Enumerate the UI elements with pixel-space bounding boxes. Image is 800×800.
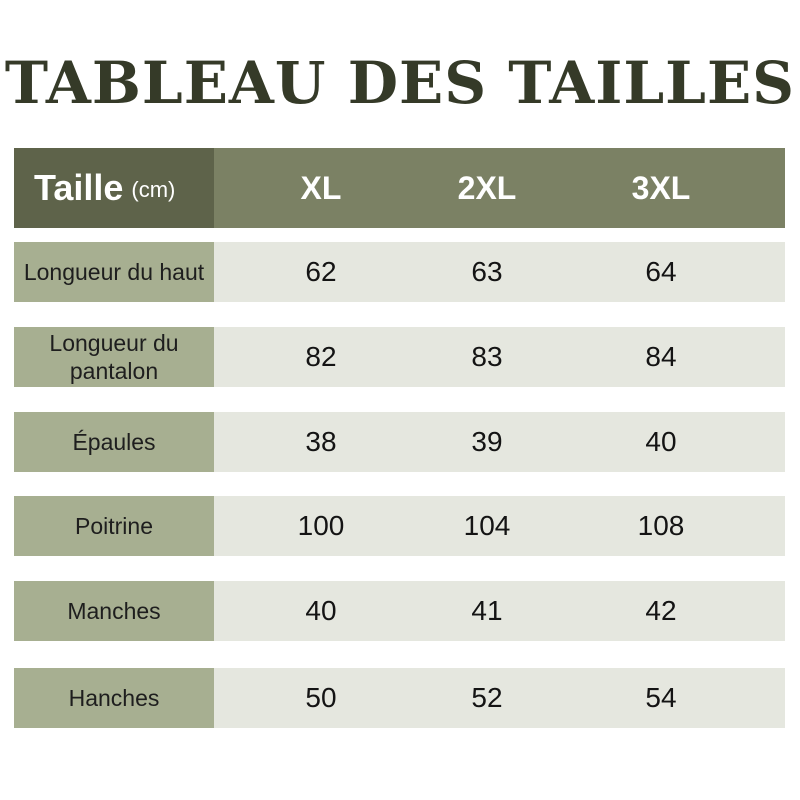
table-cell: 100 — [297, 510, 345, 541]
header-size-label-cell — [14, 148, 214, 228]
row-label: Poitrine — [14, 496, 214, 556]
table-cell: 82 — [305, 341, 337, 372]
row-values — [214, 496, 785, 556]
table-cell: 38 — [305, 426, 337, 457]
table-cell: 40 — [645, 426, 677, 457]
table-cell: 63 — [471, 256, 503, 287]
table-row — [14, 496, 785, 556]
row-label: Hanches — [14, 668, 214, 728]
table-cell: 42 — [645, 595, 677, 626]
table-cell: 52 — [471, 682, 503, 713]
table-cell: 84 — [645, 341, 677, 372]
table-cell: 50 — [305, 682, 337, 713]
row-values — [214, 668, 785, 728]
table-cell: 39 — [471, 426, 503, 457]
page-title: TABLEAU DES TAILLES — [4, 49, 796, 117]
table-row — [14, 327, 785, 387]
header-size-label: Taille — [34, 167, 124, 208]
row-label: Épaules — [14, 412, 214, 472]
row-label: Longueur du pantalon — [14, 327, 214, 387]
row-values — [214, 242, 785, 302]
header-size-2xl: 2XL — [457, 169, 517, 206]
row-values — [214, 412, 785, 472]
table-row — [14, 581, 785, 641]
row-label: Manches — [14, 581, 214, 641]
table-row — [14, 668, 785, 728]
table-cell: 62 — [305, 256, 337, 287]
header-size-3xl: 3XL — [631, 169, 691, 206]
table-cell: 54 — [645, 682, 677, 713]
header-size-cells — [214, 148, 785, 228]
table-cell: 40 — [305, 595, 337, 626]
table-cell: 83 — [471, 341, 503, 372]
table-cell: 64 — [645, 256, 677, 287]
header-size-xl: XL — [300, 169, 342, 206]
table-header-row — [14, 148, 785, 228]
table-cell: 104 — [463, 510, 511, 541]
table-row — [14, 242, 785, 302]
table-row — [14, 412, 785, 472]
header-unit-label: (cm) — [131, 177, 176, 202]
table-cell: 41 — [471, 595, 503, 626]
row-label: Longueur du haut — [14, 242, 214, 302]
table-cell: 108 — [637, 510, 685, 541]
row-values — [214, 581, 785, 641]
row-values — [214, 327, 785, 387]
